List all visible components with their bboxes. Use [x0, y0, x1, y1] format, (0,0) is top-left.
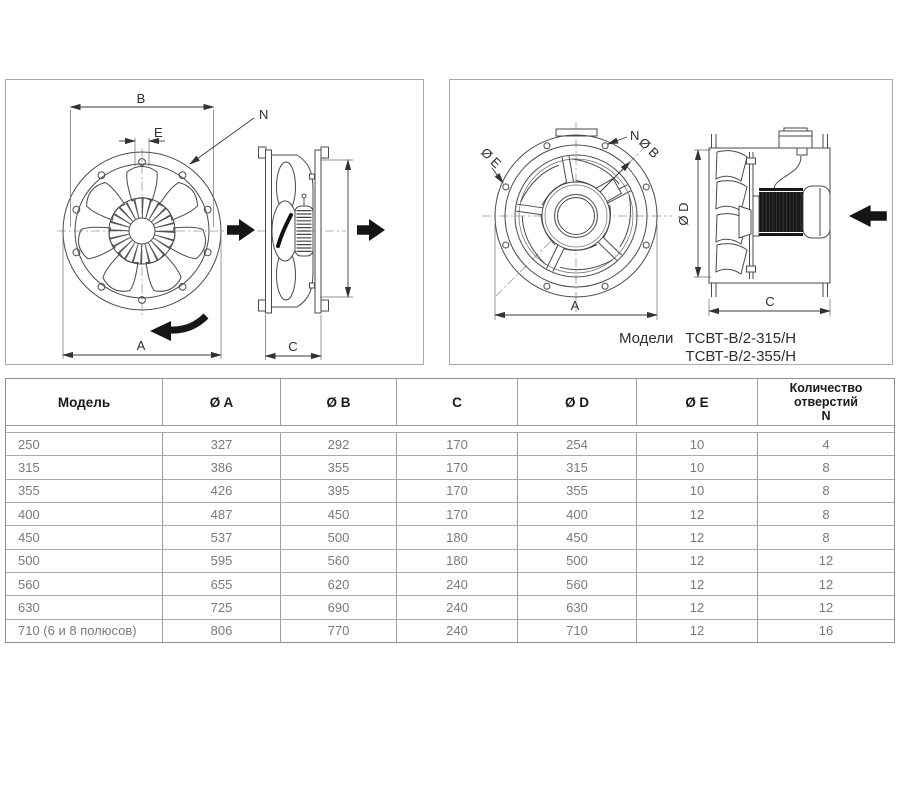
- leader-n: [190, 107, 268, 164]
- table-cell: 327: [163, 433, 281, 455]
- airflow-arrow-icon: [357, 219, 385, 241]
- table-cell: 8: [822, 506, 830, 522]
- dimension-c: [709, 294, 830, 316]
- table-cell: 630: [518, 596, 637, 618]
- dim-label-od: Ø D: [676, 202, 691, 226]
- column-header-model: Модель: [6, 379, 163, 425]
- table-row: [6, 619, 894, 642]
- column-header-c: C: [397, 379, 518, 425]
- fan-drawing-right: [450, 80, 892, 364]
- table-row: [6, 432, 894, 455]
- table-cell: 655: [163, 573, 281, 595]
- table-cell: 710: [518, 620, 637, 642]
- dim-label-a: A: [136, 338, 146, 353]
- table-cell: 12: [637, 620, 758, 642]
- model-name: ТСВТ-В/2-315/Н: [685, 330, 797, 347]
- leader-n: [608, 128, 639, 144]
- motor: [759, 186, 830, 238]
- table-cell: 12: [637, 550, 758, 572]
- table-cell: 386: [163, 456, 281, 478]
- dimension-oe: [478, 145, 505, 183]
- table-cell: 180: [397, 550, 518, 572]
- table-cell: 12: [818, 576, 834, 592]
- column-header-holes: Количество отверстий N: [789, 381, 863, 423]
- table-row: [6, 525, 894, 548]
- table-cell: 12: [637, 573, 758, 595]
- table-row: [6, 549, 894, 572]
- table-cell: 12: [637, 596, 758, 618]
- model-name: ТСВТ-В/2-355/Н: [685, 348, 797, 365]
- dimensions-table: [5, 378, 895, 643]
- table-cell: 355: [281, 456, 397, 478]
- rotation-arrow: [150, 316, 206, 341]
- hub-cone: [739, 206, 751, 238]
- dim-label-ob: Ø B: [635, 134, 663, 162]
- column-header-de: Ø E: [637, 379, 758, 425]
- table-cell: 8: [822, 459, 830, 475]
- table-cell: 620: [281, 573, 397, 595]
- dimension-od: [676, 150, 711, 277]
- table-cell: 170: [397, 456, 518, 478]
- table-cell: 395: [281, 480, 397, 502]
- fan-side-view: [709, 128, 830, 297]
- table-cell: 500: [6, 550, 163, 572]
- table-cell: 806: [163, 620, 281, 642]
- column-header-db: Ø B: [281, 379, 397, 425]
- table-cell: 250: [6, 433, 163, 455]
- table-cell: 8: [822, 529, 830, 545]
- table-cell: 16: [818, 623, 834, 639]
- table-row: [6, 595, 894, 618]
- table-cell: 770: [281, 620, 397, 642]
- drawing-panel-left: [5, 79, 424, 365]
- table-cell: 12: [637, 526, 758, 548]
- table-cell: 450: [518, 526, 637, 548]
- table-cell: 560: [518, 573, 637, 595]
- dim-label-c: C: [765, 294, 775, 309]
- table-cell: 180: [397, 526, 518, 548]
- fan-side-view: [259, 147, 329, 313]
- fan-drawing-left: [6, 80, 423, 364]
- table-cell: 8: [822, 483, 830, 499]
- table-body: [6, 432, 894, 642]
- table-cell: 4: [822, 436, 830, 452]
- table-header-row: [6, 379, 894, 426]
- table-cell: 487: [163, 503, 281, 525]
- dimension-side-height: [320, 160, 353, 297]
- table-cell: 690: [281, 596, 397, 618]
- dim-label-n: N: [259, 107, 269, 122]
- drawing-panel-right: [449, 79, 893, 365]
- table-cell: 12: [637, 503, 758, 525]
- dim-label-n: N: [630, 128, 640, 143]
- table-cell: 170: [397, 503, 518, 525]
- table-cell: 630: [6, 596, 163, 618]
- table-cell: 560: [281, 550, 397, 572]
- table-cell: 240: [397, 573, 518, 595]
- airflow-arrow-icon: [849, 205, 887, 227]
- column-header-da: Ø A: [163, 379, 281, 425]
- table-cell: 292: [281, 433, 397, 455]
- table-cell: 10: [637, 456, 758, 478]
- table-cell: 355: [6, 480, 163, 502]
- junction-box: [779, 131, 812, 148]
- table-cell: 170: [397, 433, 518, 455]
- table-cell: 12: [818, 599, 834, 615]
- table-cell: 595: [163, 550, 281, 572]
- table-cell: 12: [818, 553, 834, 569]
- table-cell: 355: [518, 480, 637, 502]
- dim-label-a: A: [570, 298, 580, 313]
- dimension-c: [266, 315, 322, 360]
- table-cell: 240: [397, 596, 518, 618]
- column-header-dd: Ø D: [518, 379, 637, 425]
- table-cell: 500: [518, 550, 637, 572]
- table-cell: 10: [637, 480, 758, 502]
- table-cell: 315: [518, 456, 637, 478]
- models-caption: Модели: [619, 330, 674, 347]
- table-cell: 725: [163, 596, 281, 618]
- airflow-arrow-icon: [227, 219, 255, 241]
- table-row: [6, 502, 894, 525]
- table-row: [6, 479, 894, 502]
- dimension-e: [119, 125, 165, 166]
- table-row: [6, 455, 894, 478]
- table-row: [6, 572, 894, 595]
- table-cell: 710 (6 и 8 полюсов): [6, 620, 163, 642]
- table-cell: 240: [397, 620, 518, 642]
- dim-label-c: C: [288, 339, 298, 354]
- table-cell: 426: [163, 480, 281, 502]
- models-caption-block: [619, 330, 796, 366]
- table-cell: 400: [6, 503, 163, 525]
- table-cell: 450: [281, 503, 397, 525]
- table-cell: 560: [6, 573, 163, 595]
- table-cell: 450: [6, 526, 163, 548]
- table-cell: 537: [163, 526, 281, 548]
- dim-label-oe: Ø E: [477, 144, 505, 172]
- table-cell: 254: [518, 433, 637, 455]
- table-cell: 500: [281, 526, 397, 548]
- table-cell: 170: [397, 480, 518, 502]
- table-cell: 400: [518, 503, 637, 525]
- table-cell: 315: [6, 456, 163, 478]
- dim-label-b: B: [136, 91, 146, 106]
- dim-label-e: E: [154, 125, 163, 140]
- table-cell: 10: [637, 433, 758, 455]
